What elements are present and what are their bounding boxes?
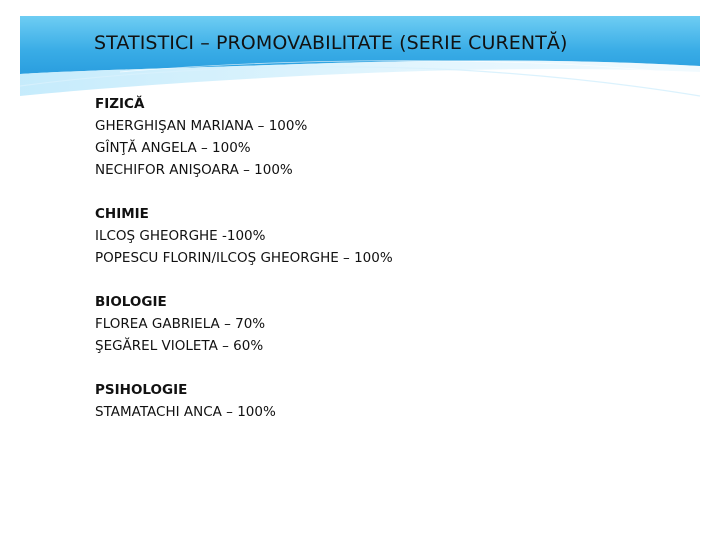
list-item: FLOREA GABRIELA – 70% (95, 316, 266, 332)
list-item: ŞEGĂREL VIOLETA – 60% (95, 338, 264, 354)
section-psihologie (95, 379, 655, 423)
list-item: GHERGHIŞAN MARIANA – 100% (95, 118, 308, 134)
slide-title: STATISTICI – PROMOVABILITATE (SERIE CURENTĂ) (94, 32, 568, 54)
section-heading: PSIHOLOGIE (95, 382, 188, 398)
section-chimie (95, 203, 655, 269)
list-item: GÎNŢĂ ANGELA – 100% (95, 140, 251, 156)
list-item: NECHIFOR ANIŞOARA – 100% (95, 162, 293, 178)
section-heading: FIZICĂ (95, 96, 145, 112)
section-heading: BIOLOGIE (95, 294, 167, 310)
section-biologie (95, 291, 655, 357)
list-item: STAMATACHI ANCA – 100% (95, 404, 276, 420)
list-item: POPESCU FLORIN/ILCOŞ GHEORGHE – 100% (95, 250, 393, 266)
section-fizica (95, 93, 655, 181)
statistics-list (95, 93, 655, 445)
list-item: ILCOŞ GHEORGHE -100% (95, 228, 266, 244)
section-heading: CHIMIE (95, 206, 149, 222)
